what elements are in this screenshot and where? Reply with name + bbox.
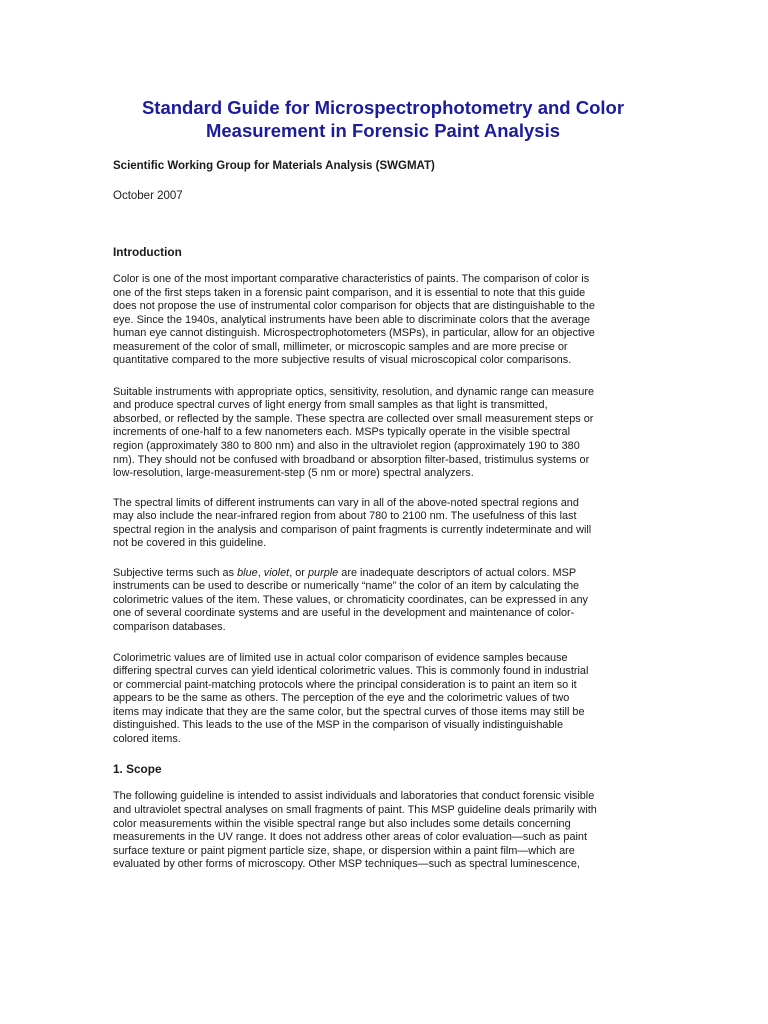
text-line xyxy=(113,567,653,581)
title-line: Measurement in Forensic Paint Analysis xyxy=(205,120,560,141)
text-line: surface texture or paint pigment particle size, shape, or dispersion within a paint film—which are xyxy=(113,844,575,857)
text-line: measurement of the color of small, millimeter, or microscopic samples and are more precise or xyxy=(113,340,568,353)
text-line: eye. Since the 1940s, analytical instruments have been able to discriminate colors that the average xyxy=(113,313,591,326)
text-line: quantitative compared to the more subjective results of visual microscopical color comparisons. xyxy=(113,354,572,367)
document-title xyxy=(113,96,653,142)
text-line: increments of one-half to a few nanometers each. MSPs typically operate in the visible spectral xyxy=(113,426,571,439)
text-line: colored items. xyxy=(113,732,181,745)
text-line: does not propose the use of instrumental color comparison for objects that are distinguishable to the xyxy=(113,300,595,313)
text-line: items may indicate that they are the same color, but the spectral curves of those items may still be xyxy=(113,705,585,718)
text-line: low-resolution, large-measurement-step (5 nm or more) spectral analyzers. xyxy=(113,467,474,480)
text-run: , or xyxy=(289,566,308,579)
text-line: instruments can be used to describe or numerically “name” the color of an item by calculating the xyxy=(113,580,580,593)
text-line: one of several coordinate systems and are useful in the development and maintenance of color- xyxy=(113,607,575,620)
text-line: evaluated by other forms of microscopy. Other MSP techniques—such as spectral luminescence, xyxy=(113,858,580,871)
text-line: or commercial paint-matching protocols where the principal consideration is to paint an item so it xyxy=(113,678,577,691)
intro-paragraph-5 xyxy=(113,652,653,747)
text-line: absorbed, or reflected by the sample. These spectra are collected over small measurement steps or xyxy=(113,412,594,425)
text-run: are inadequate descriptors of actual colors. MSP xyxy=(338,566,577,579)
intro-paragraph-3 xyxy=(113,497,653,551)
text-line: Colorimetric values are of limited use in actual color comparison of evidence samples because xyxy=(113,651,568,664)
text-line: differing spectral curves can yield identical colorimetric values. This is commonly found in industrial xyxy=(113,665,589,678)
document-page xyxy=(113,96,653,872)
intro-paragraph-4 xyxy=(113,567,653,635)
text-line: not be covered in this guideline. xyxy=(113,537,267,550)
text-line: colorimetric values of the item. These values, or chromaticity coordinates, can be expressed in any xyxy=(113,593,588,606)
text-line: Color is one of the most important comparative characteristics of paints. The comparison of color is xyxy=(113,273,590,285)
italic-term-purple: purple xyxy=(307,566,339,579)
text-line: color measurements within the visible spectral range but also includes some details concerning xyxy=(113,817,571,830)
text-line: and produce spectral curves of light energy from small samples as that light is transmitted, xyxy=(113,399,548,412)
text-line: comparison databases. xyxy=(113,621,226,634)
text-run: Subjective terms such as xyxy=(113,566,238,579)
text-line: measurements in the UV range. It does not address other areas of color evaluation—such as paint xyxy=(113,831,588,844)
section-heading-introduction: Introduction xyxy=(113,245,182,259)
intro-paragraph-2 xyxy=(113,386,653,481)
intro-paragraph-1 xyxy=(113,273,653,368)
document-date: October 2007 xyxy=(113,190,183,202)
text-line: region (approximately 380 to 800 nm) and also in the ultraviolet region (approximately 190 to 380 xyxy=(113,440,580,453)
section-heading-scope: 1. Scope xyxy=(113,762,162,777)
italic-term-violet: violet xyxy=(263,566,290,579)
title-line: Standard Guide for Microspectrophotometry and Color xyxy=(141,97,625,118)
text-line: distinguished. This leads to the use of the MSP in the comparison of visually indistinguishable xyxy=(113,719,564,732)
text-line: nm). They should not be confused with broadband or absorption filter-based, tristimulus systems or xyxy=(113,453,590,466)
text-line: may also include the near-infrared region from about 780 to 2100 nm. The usefulness of this last xyxy=(113,510,577,523)
text-line: and ultraviolet spectral analyses on small fragments of paint. This MSP guideline deals primarily with xyxy=(113,803,597,816)
text-line: human eye cannot distinguish. Microspectrophotometers (MSPs), in particular, allow for an objective xyxy=(113,327,595,340)
text-line: spectral region in the analysis and comparison of paint fragments is currently indeterminate and will xyxy=(113,523,592,536)
text-run: , xyxy=(257,566,264,579)
scope-paragraph-1 xyxy=(113,790,653,871)
text-line: Suitable instruments with appropriate optics, sensitivity, resolution, and dynamic range can measure xyxy=(113,385,595,398)
text-line: The following guideline is intended to assist individuals and laboratories that conduct forensic visible xyxy=(113,790,595,803)
organization-name: Scientific Working Group for Materials Analysis (SWGMAT) xyxy=(113,160,435,172)
italic-term-blue: blue xyxy=(237,566,258,579)
text-line: appears to be the same as others. The perception of the eye and the colorimetric values of two xyxy=(113,692,570,705)
text-line: one of the first steps taken in a forensic paint comparison, and it is essential to note that this guide xyxy=(113,286,586,299)
text-line: The spectral limits of different instruments can vary in all of the above-noted spectral regions and xyxy=(113,496,579,509)
